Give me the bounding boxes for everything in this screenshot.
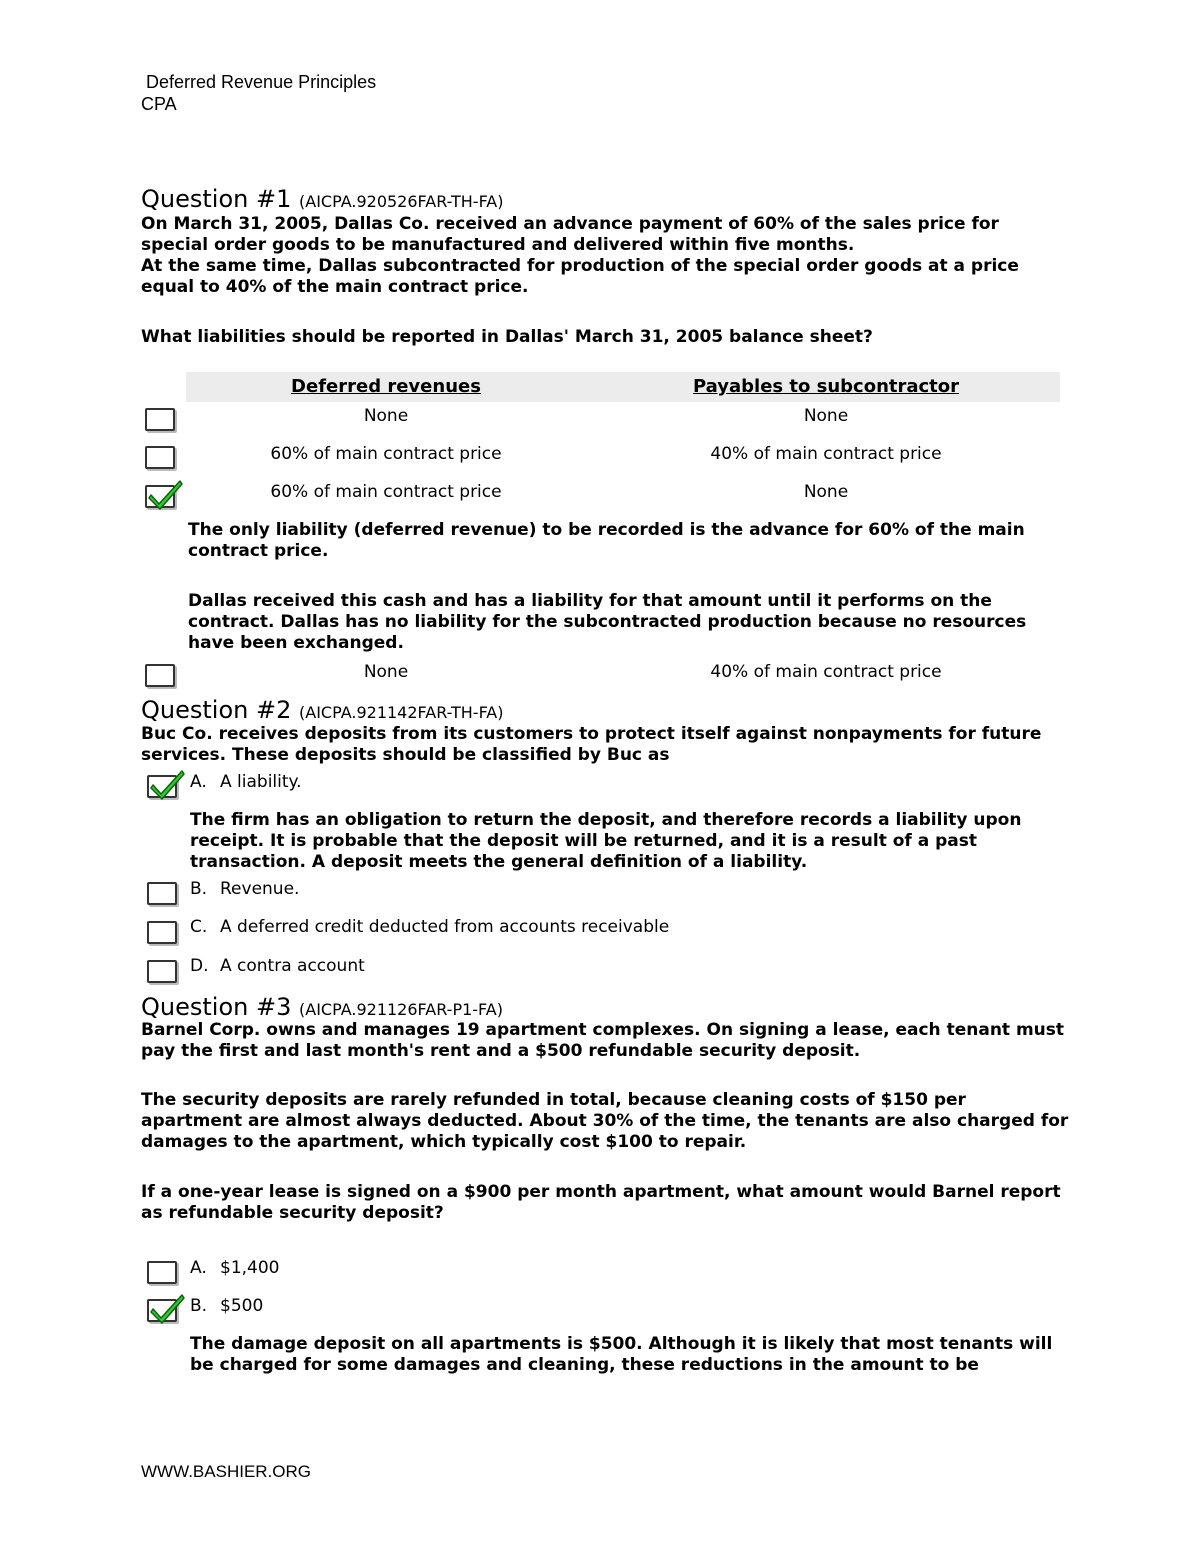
document-title: Deferred Revenue Principles — [146, 72, 377, 92]
q3-option-b-text: $500 — [220, 1296, 264, 1316]
answer-table-header — [186, 372, 1060, 402]
q1-option-4-checkbox[interactable] — [145, 664, 175, 687]
q1-option-1-checkbox[interactable] — [145, 408, 175, 431]
q2-option-a-letter: A. — [190, 772, 207, 792]
question-2-title: Question #2 — [141, 696, 292, 724]
question-2-code: (AICPA.921142FAR-TH-FA) — [299, 703, 504, 722]
question-3-body-2: The security deposits are rarely refunded in total, because cleaning costs of $150 per apartment are almost always deducted. About 30% of the time, the tenants are also charged for damages to the apartment, which typically cost $100 to repair. — [141, 1090, 1069, 1152]
q3-explanation: The damage deposit on all apartments is $500. Although it is likely that most tenants will be charged for some damages and cleaning, these reductions in the amount to be — [190, 1334, 1053, 1375]
question-3-code: (AICPA.921126FAR-P1-FA) — [299, 1000, 503, 1019]
q2-option-b-text: Revenue. — [220, 879, 300, 899]
q3-option-a-checkbox[interactable] — [147, 1261, 177, 1284]
question-3-title: Question #3 — [141, 993, 292, 1021]
q3-option-b-checkbox[interactable] — [147, 1299, 177, 1322]
q1-option-2 — [186, 444, 1060, 472]
question-1-code: (AICPA.920526FAR-TH-FA) — [299, 192, 504, 211]
column-header-deferred-revenues: Deferred revenues — [291, 376, 481, 397]
checkmark-icon — [150, 1291, 186, 1325]
q2-option-c — [190, 917, 669, 938]
question-1-heading — [141, 185, 503, 216]
q2-option-d-checkbox[interactable] — [147, 960, 177, 983]
q1-option-1-payables: None — [803, 406, 849, 426]
question-1-body-2: At the same time, Dallas subcontracted for production of the special order goods at a price equal to 40% of the main contract price. — [141, 256, 1019, 297]
question-1-title: Question #1 — [141, 185, 292, 213]
q3-option-a-text: $1,400 — [220, 1258, 280, 1278]
q3-option-a — [190, 1258, 279, 1279]
checkmark-icon — [148, 477, 184, 511]
q2-explanation: The firm has an obligation to return the deposit, and therefore records a liability upon receipt. It is probable that the deposit will be returned, and it is a result of a past transaction. A deposit meets the general definition of a liability. — [190, 810, 1022, 872]
q2-option-a-checkbox[interactable] — [147, 775, 177, 798]
question-2-heading — [141, 696, 503, 727]
column-header-payables-to-subcontractor: Payables to subcontractor — [692, 376, 960, 397]
q1-explanation-2: Dallas received this cash and has a liability for that amount until it performs on the contract. Dallas has no liability for the subcontracted production because no resources have been exchanged. — [188, 591, 1027, 653]
q2-option-c-letter: C. — [190, 917, 208, 937]
q2-option-c-checkbox[interactable] — [147, 921, 177, 944]
q2-option-d — [190, 956, 365, 977]
checkmark-icon — [150, 767, 186, 801]
q1-option-2-checkbox[interactable] — [145, 446, 175, 469]
q1-option-1-deferred: None — [363, 406, 409, 426]
footer-website: WWW.BASHIER.ORG — [141, 1462, 311, 1481]
q3-option-b — [190, 1296, 263, 1317]
q1-option-1 — [186, 406, 1060, 434]
q1-option-3 — [186, 482, 1060, 510]
question-3-prompt: If a one-year lease is signed on a $900 per month apartment, what amount would Barnel report as refundable security deposit? — [141, 1182, 1061, 1223]
q2-option-b-checkbox[interactable] — [147, 882, 177, 905]
question-1-body-1: On March 31, 2005, Dallas Co. received an advance payment of 60% of the sales price for special order goods to be manufactured and delivered within five months. — [141, 214, 999, 255]
question-3-body-1: Barnel Corp. owns and manages 19 apartment complexes. On signing a lease, each tenant must pay the first and last month's rent and a $500 refundable security deposit. — [141, 1020, 1065, 1061]
q2-option-b — [190, 879, 299, 900]
q3-option-a-letter: A. — [190, 1258, 207, 1278]
q2-option-b-letter: B. — [190, 879, 208, 899]
q1-option-4-deferred: None — [363, 662, 409, 682]
document-subtitle: CPA — [141, 94, 177, 114]
q2-option-a — [190, 772, 302, 793]
q1-option-3-payables: None — [803, 482, 849, 502]
q2-option-d-text: A contra account — [220, 956, 365, 976]
q1-option-3-checkbox[interactable] — [145, 485, 175, 508]
q1-option-2-payables: 40% of main contract price — [710, 444, 942, 464]
q1-option-3-deferred: 60% of main contract price — [270, 482, 502, 502]
question-2-body: Buc Co. receives deposits from its customers to protect itself against nonpayments for future services. These deposits should be classified by Buc as — [141, 724, 1042, 765]
question-1-prompt: What liabilities should be reported in Dallas' March 31, 2005 balance sheet? — [141, 327, 873, 347]
q1-option-4-payables: 40% of main contract price — [710, 662, 942, 682]
q2-option-c-text: A deferred credit deducted from accounts receivable — [220, 917, 670, 937]
q1-option-2-deferred: 60% of main contract price — [270, 444, 502, 464]
q3-option-b-letter: B. — [190, 1296, 208, 1316]
q2-option-d-letter: D. — [190, 956, 209, 976]
q1-option-4 — [186, 662, 1060, 690]
q2-option-a-text: A liability. — [220, 772, 302, 792]
q1-explanation-1: The only liability (deferred revenue) to be recorded is the advance for 60% of the main contract price. — [188, 520, 1025, 561]
